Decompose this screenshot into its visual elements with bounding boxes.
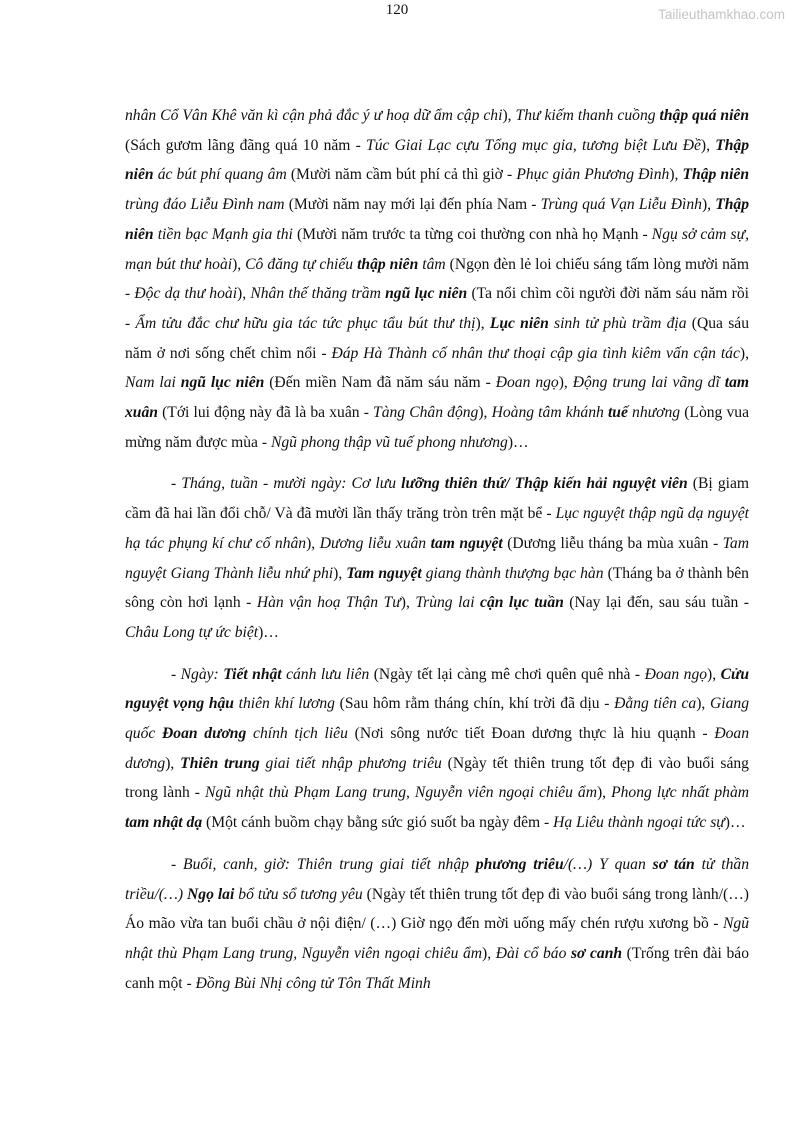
text-run: )… (258, 623, 279, 641)
text-run: Đoan dương (125, 725, 750, 772)
text-run: Độc dạ thư hoài (134, 285, 238, 303)
text-run: Động trung lai vãng dĩ (572, 374, 725, 392)
text-run: ), (669, 166, 683, 184)
text-run: tam nguyệt (430, 534, 503, 552)
text-run: Đoan ngọ (495, 374, 559, 392)
text-run: tử thần triều/(…) (125, 855, 750, 903)
text-run: Phong lực nhất phàm (611, 784, 750, 802)
text-run: )… (507, 433, 529, 451)
text-run: Hàn vận hoạ Thận Tư (256, 594, 401, 612)
text-run: ), (739, 344, 749, 362)
text-run: Túc Giai Lạc cựu Tổng mục gia, tương biệt Lưu Đề (366, 136, 701, 154)
text-run: - Tháng, tuần - mười ngày: Cơ lưu (171, 475, 402, 493)
text-run: (Trống trên đài báo canh một - (125, 944, 749, 992)
text-run: ), (400, 594, 416, 612)
paragraph (125, 101, 749, 457)
text-run: Tàng Chân động (373, 404, 479, 422)
text-run: thiên khí lương (233, 695, 335, 713)
text-run: tâm (418, 255, 446, 273)
text-run: Ngũ nhật thù Phạm Lang trung, Nguyễn viên ngoại chiêu ẩm (125, 915, 749, 962)
paragraph (125, 660, 749, 838)
text-run: cánh lưu liên (281, 665, 370, 683)
text-run: giang thành thượng bạc hàn (421, 564, 604, 582)
paragraph (125, 469, 749, 647)
text-run: (Lòng vua mừng năm được mùa - (125, 404, 749, 451)
text-run: phương triêu (475, 855, 564, 873)
text-run: ), (306, 534, 320, 552)
text-run: Hạ Liêu thành ngoại tức sự (553, 814, 725, 832)
text-run: cận lục tuần (480, 594, 564, 612)
text-run: (Nơi sông nước tiết Đoan dương thực là hiu quạnh - (347, 725, 715, 743)
text-run: tam xuân (125, 374, 750, 422)
text-run: (Đến miền Nam đã năm sáu năm - (264, 374, 496, 392)
text-run: nhương (627, 404, 681, 422)
text-run: (Tháng ba ở thành bên sông còn hơi lạnh - (125, 564, 749, 612)
text-run: Thập niên (125, 136, 749, 184)
text-run: (Một cánh buồm chạy bằng sức gió suốt ba ngày đêm - (202, 814, 554, 832)
text-run: (Mười năm nay mới lại đến phía Nam - (284, 196, 541, 214)
text-run: Đoan dương (162, 725, 247, 743)
text-run: ), (502, 107, 516, 124)
text-run: ngũ lục niên (385, 285, 468, 303)
text-run: Phục giản Phương Đình (516, 166, 670, 184)
text-run: ), (333, 564, 347, 582)
text-run: thập niên (357, 255, 419, 273)
text-run: (Ta nổi chìm cõi người đời năm sáu năm rồi - (125, 285, 749, 332)
text-run: ), (232, 255, 246, 273)
text-run: tuế (607, 404, 628, 422)
text-run: Lục niên (489, 314, 549, 332)
text-run: Đằng tiên ca (614, 695, 697, 713)
text-run: bổ tửu sổ tương yêu (234, 885, 363, 903)
text-run: ), (596, 784, 612, 802)
text-run: Châu Long tự ức biệt (125, 623, 259, 641)
text-run: Ngũ phong thập vũ tuế phong nhương (270, 433, 508, 451)
text-run: (Sách gươm lãng đãng quá 10 năm - (125, 136, 367, 154)
text-run: ), (696, 695, 710, 713)
text-run: Tiết nhật (223, 665, 282, 683)
text-run: (Ngày tết thiên trung tốt đẹp đi vào buổi sáng trong lành - (125, 754, 749, 802)
text-run: Thiên trung (180, 754, 260, 772)
text-run: /(…) Y quan (563, 855, 653, 873)
text-run: Ẩm tửu đắc chư hữu gia tác tức phục tẩu bút thư thị (135, 314, 476, 332)
text-run: Thư kiếm thanh cuồng (515, 107, 660, 124)
text-run: Cô đăng tự chiếu (245, 255, 358, 273)
text-run: ngũ lục niên (180, 374, 265, 392)
text-run: ác bút phí quang âm (153, 166, 287, 184)
text-run: (Dương liễu tháng ba mùa xuân - (502, 534, 723, 552)
text-run: Trùng quá Vạn Liễu Đình (540, 196, 702, 214)
text-run: Ngọ lai (187, 885, 235, 903)
text-run: (Tới lui động này đã là ba xuân - (157, 404, 374, 422)
text-run: Ngũ nhật thù Phạm Lang trung, Nguyễn viên ngoại chiêu ẩm (205, 784, 597, 802)
text-run: thập quá niên (659, 107, 749, 124)
text-run: sơ tán (652, 855, 695, 873)
page-number: 120 (385, 2, 409, 18)
text-run: ), (237, 285, 251, 303)
text-run: tiền bạc Mạnh gia thi (153, 225, 293, 243)
text-run: Thập niên (125, 196, 749, 243)
text-run: sinh tử phù trầm địa (548, 314, 687, 332)
text-run: Ngày: (180, 665, 224, 683)
paragraph (125, 850, 749, 999)
text-run: (Qua sáu năm ở nơi sống chết chìm nổi - (125, 314, 749, 362)
text-run: Đoan ngọ (644, 665, 708, 683)
text-run: (Nay lại đến, sau sáu tuần - (563, 594, 749, 612)
text-run: Nam lai (125, 374, 181, 392)
text-run: Ngụ sở cảm sự, mạn bút thư hoài (125, 225, 749, 273)
text-run: (Ngày tết thiên trung tốt đẹp đi vào buổi sáng trong lành/(…) Áo mão vừa tan buổi chầu ở nội điện/ (…) Giờ ngọ đến mời uống mấy chén rượu xương bồ - (125, 885, 750, 933)
text-run: nhân Cổ Vân Khê văn kì cận phả đắc ý ư hoạ dữ ẩm cập chi (125, 107, 503, 124)
text-run: (Mười năm cầm bút phí cả thì giờ - (286, 166, 517, 184)
text-run: Giang quốc (125, 695, 749, 743)
text-run: (Ngọn đèn lẻ loi chiếu sáng tấm lòng mười năm - (125, 255, 749, 303)
text-run: trùng đáo Liễu Đình nam (125, 196, 285, 214)
text-run: ), (478, 404, 492, 422)
text-run: ), (475, 314, 490, 332)
text-run: )… (724, 814, 746, 832)
text-run: Hoàng tâm khánh (491, 404, 608, 422)
text-run: ), (558, 374, 573, 392)
text-run: Thập niên (682, 166, 750, 184)
text-run: (Sau hôm rằm tháng chín, khí trời đã dịu - (334, 695, 615, 713)
text-run: Tam nguyệt (346, 564, 422, 582)
text-run: Nhân thế thăng trầm (250, 285, 386, 303)
text-run: lưỡng thiên thứ/ Thập kiến hải nguyệt viên (401, 475, 688, 493)
text-run: (Ngày tết lại càng mê chơi quên quê nhà - (369, 665, 645, 683)
document-body (125, 101, 749, 998)
text-run: (Mười năm trước ta từng coi thường con nhà họ Mạnh - (292, 225, 652, 243)
watermark: Tailieuthamkhao.com (658, 7, 785, 22)
text-run: ), (165, 754, 181, 772)
text-run: Đáp Hà Thành cố nhân thư thoại cập gia tình kiêm vấn cận tác (331, 344, 740, 362)
text-run: sơ canh (570, 944, 623, 962)
text-run: tam nhật dạ (125, 814, 203, 832)
text-run: ), (701, 196, 716, 214)
text-run: Dương liễu xuân (319, 534, 431, 552)
text-run: Trùng lai (415, 594, 481, 612)
text-run: giai tiết nhập phương triêu (259, 754, 442, 772)
text-run: - (171, 665, 181, 683)
text-run: chính tịch liêu (246, 725, 348, 743)
text-run: (Bị giam cầm đã hai lần đổi chỗ/ Và đã mười lần thấy trăng tròn trên mặt bể - (125, 475, 749, 523)
text-run: Đồng Bùi Nhị công tử Tôn Thất Minh (195, 974, 431, 992)
text-run: Cửu nguyệt vọng hậu (125, 665, 749, 713)
text-run: - Buổi, canh, giờ: Thiên trung giai tiết nhập (171, 855, 476, 873)
text-run: ), (482, 944, 496, 962)
text-run: Tam nguyệt Giang Thành liễu nhứ phi (125, 534, 749, 582)
text-run: ), (700, 136, 716, 154)
text-run: Đài cổ báo (495, 944, 571, 962)
text-run: ), (707, 665, 721, 683)
text-run: Lục nguyệt thập ngũ dạ nguyệt hạ tác phụng kí chư cố nhân (125, 505, 749, 552)
